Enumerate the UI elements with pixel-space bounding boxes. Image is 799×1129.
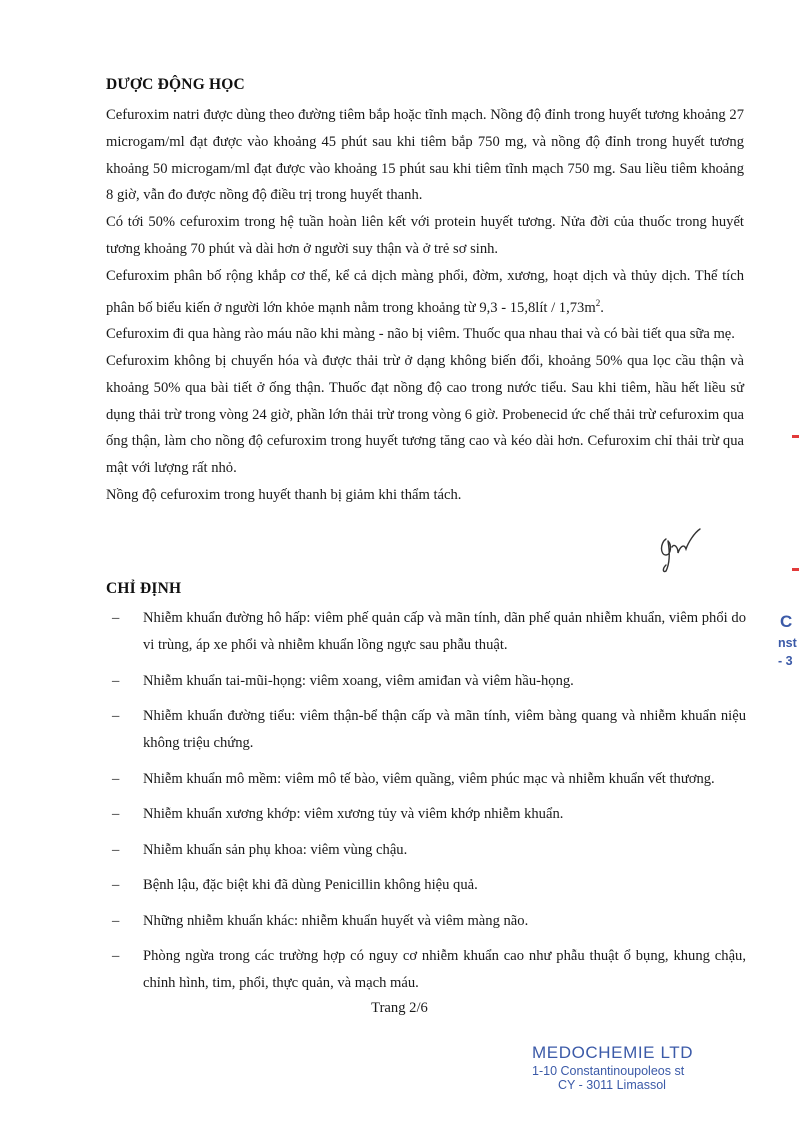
pk-distribution-period: .	[600, 299, 604, 316]
edge-red-mark	[792, 568, 799, 571]
indications-list	[106, 605, 746, 1006]
pk-paragraph-dialysis: Nồng độ cefuroxim trong huyết thanh bị giảm khi thẩm tách.	[106, 487, 462, 504]
bullet-dash: –	[112, 672, 120, 689]
bullet-dash: –	[112, 806, 120, 822]
indication-text: Nhiễm khuẩn mô mềm: viêm mô tế bào, viêm quầng, viêm phúc mạc và nhiễm khuẩn vết thương.	[143, 770, 715, 787]
pk-paragraph-distribution	[106, 263, 744, 321]
pk-paragraph-absorption: Cefuroxim natri được dùng theo đường tiêm bắp hoặc tĩnh mạch. Nồng độ đỉnh trong huyết tương khoảng 27 microgam/ml đạt được vào khoảng 45 phút sau khi tiêm bắp 750 mg, và nồng độ đỉnh trong huyết tương khoảng 50 microgam/ml đạt được vào khoảng 15 phút sau khi tiêm tĩnh mạch 750 mg. Sau liều tiêm khoảng 8 giờ, vẫn đo được nồng độ điều trị trong huyết thanh.	[106, 107, 744, 204]
bullet-dash: –	[112, 877, 120, 893]
page-number: Trang 2/6	[371, 1000, 428, 1016]
stamp-city: CY - 3011 Limassol	[558, 1078, 666, 1092]
indication-text: Những nhiễm khuẩn khác: nhiễm khuẩn huyết và viêm màng não.	[143, 912, 529, 929]
stamp-company-name: MEDOCHEMIE LTD	[532, 1043, 694, 1062]
bullet-dash: –	[112, 708, 120, 724]
indication-text: Bệnh lậu, đặc biệt khi đã dùng Penicillin không hiệu quả.	[143, 877, 478, 893]
bullet-dash: –	[112, 841, 120, 858]
edge-stamp-fragment-3: - 3	[778, 654, 793, 668]
company-stamp	[532, 1043, 693, 1092]
bullet-dash: –	[112, 948, 120, 964]
pk-paragraph-protein-binding: Có tới 50% cefuroxim trong hệ tuần hoàn liên kết với protein huyết tương. Nửa đời của thuốc trong huyết tương khoảng 70 phút và dài hơn ở người suy thận và ở trẻ sơ sinh.	[106, 214, 744, 257]
pk-distribution-superscript: 2	[595, 297, 601, 308]
indication-text: Nhiễm khuẩn sản phụ khoa: viêm vùng chậu.	[143, 841, 408, 858]
edge-stamp-fragment-1: C	[780, 612, 793, 631]
indications-heading: CHỈ ĐỊNH	[106, 580, 182, 597]
list-item	[106, 668, 746, 695]
pk-paragraph-elimination: Cefuroxim không bị chuyển hóa và được thải trừ ở dạng không biến đổi, khoảng 50% qua lọc cầu thận và khoảng 50% qua bài tiết ở ống thận. Thuốc đạt nồng độ cao trong nước tiểu. Sau khi tiêm, hầu hết liều sử dụng thải trừ trong vòng 24 giờ, phần lớn thải trừ trong vòng 6 giờ. Probenecid ức chế thải trừ cefuroxim qua ống thận, làm cho nồng độ cefuroxim trong huyết tương tăng cao và kéo dài hơn. Cefuroxim chỉ thải trừ qua mật với lượng rất nhỏ.	[106, 353, 745, 477]
bullet-dash: –	[112, 770, 120, 787]
list-item	[106, 703, 746, 757]
list-item	[106, 943, 746, 997]
indication-text: Nhiễm khuẩn đường hô hấp: viêm phế quản cấp và mãn tính, dãn phế quản nhiễm khuẩn, viêm phổi do vi trùng, áp xe phổi và nhiễm khuẩn lồng ngực sau phẫu thuật.	[143, 610, 746, 653]
list-item	[106, 605, 746, 659]
list-item	[106, 908, 746, 935]
list-item	[106, 837, 746, 864]
indication-text: Nhiễm khuẩn đường tiểu: viêm thận-bể thận cấp và mãn tính, viêm bàng quang và nhiễm khuẩn niệu không triệu chứng.	[143, 708, 746, 751]
list-item	[106, 766, 746, 793]
edge-red-mark	[792, 435, 799, 438]
indication-text: Nhiễm khuẩn xương khớp: viêm xương tủy và viêm khớp nhiễm khuẩn.	[143, 806, 564, 822]
pharmacokinetics-heading: DƯỢC ĐỘNG HỌC	[106, 76, 245, 93]
pharmacokinetics-body	[106, 102, 744, 509]
indication-text: Phòng ngừa trong các trường hợp có nguy cơ nhiễm khuẩn cao như phẫu thuật ổ bụng, khung chậu, chỉnh hình, tim, phổi, thực quản, và mạch máu.	[143, 948, 746, 991]
bullet-dash: –	[112, 912, 120, 929]
pk-paragraph-barrier: Cefuroxim đi qua hàng rào máu não khi màng - não bị viêm. Thuốc qua nhau thai và có bài tiết qua sữa mẹ.	[106, 326, 735, 343]
list-item	[106, 801, 746, 828]
handwritten-signature	[656, 525, 706, 575]
bullet-dash: –	[112, 610, 120, 626]
list-item	[106, 872, 746, 899]
stamp-address: 1-10 Constantinoupoleos st	[532, 1064, 685, 1078]
edge-stamp-fragment-2: nst	[778, 636, 797, 650]
pk-distribution-text: Cefuroxim phân bố rộng khắp cơ thể, kể cả dịch màng phổi, đờm, xương, hoạt dịch và thủy dịch. Thể tích phân bố biểu kiến ở người lớn khỏe mạnh nằm trong khoảng từ 9,3 - 15,8lít / 1,73m	[106, 267, 744, 316]
indication-text: Nhiễm khuẩn tai-mũi-họng: viêm xoang, viêm amiđan và viêm hầu-họng.	[143, 672, 574, 689]
